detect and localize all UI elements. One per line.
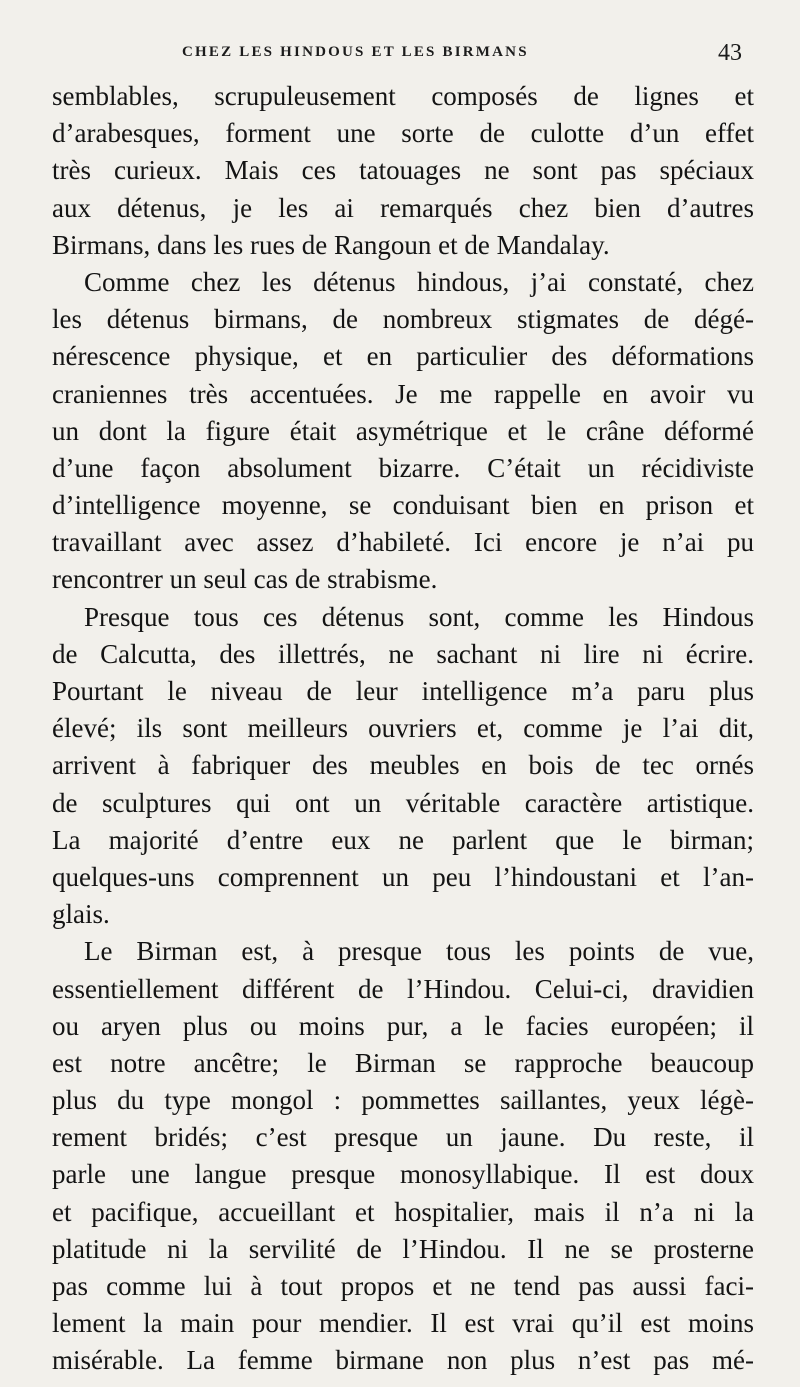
text-line: La majorité d’entre eux ne parlent que le birman; — [52, 824, 754, 855]
text-line: est notre ancêtre; le Birman se rapproche beaucoup — [52, 1047, 754, 1078]
text-line: de sculptures qui ont un véritable caractère artistique. — [52, 787, 754, 818]
text-line: pas comme lui à tout propos et ne tend pas aussi faci- — [52, 1271, 754, 1301]
text-line: aux détenus, je les ai remarqués chez bien d’autres — [52, 192, 754, 223]
text-line-paragraph-start: Comme chez les détenus hindous, j’ai constaté, chez — [84, 266, 754, 297]
text-line: essentiellement différent de l’Hindou. Celui-ci, dravidien — [52, 973, 754, 1004]
text-line: parle une langue presque monosyllabique. Il est doux — [52, 1159, 754, 1190]
text-line: quelques-uns comprennent un peu l’hindoustani et l’an- — [52, 861, 754, 892]
text-line: et pacifique, accueillant et hospitalier, mais il n’a ni la — [52, 1196, 754, 1227]
text-line: platitude ni la servilité de l’Hindou. Il ne se prosterne — [52, 1233, 754, 1264]
text-line: élevé; ils sont meilleurs ouvriers et, comme je l’ai dit, — [52, 713, 754, 744]
text-line: glais. — [52, 899, 110, 930]
text-line: arrivent à fabriquer des meubles en bois de tec ornés — [52, 750, 754, 781]
text-line: d’intelligence moyenne, se conduisant bien en prison et — [52, 490, 754, 521]
running-head — [0, 40, 800, 70]
text-line: un dont la figure était asymétrique et le crâne déformé — [52, 415, 754, 446]
text-line: de Calcutta, des illettrés, ne sachant ni lire ni écrire. — [52, 638, 754, 669]
text-line: nérescence physique, et en particulier des déformations — [52, 341, 754, 372]
text-line-paragraph-start: Presque tous ces détenus sont, comme les Hindous — [84, 601, 754, 632]
text-line: les détenus birmans, de nombreux stigmates de dégé- — [52, 304, 754, 335]
text-line: rement bridés; c’est presque un jaune. Du reste, il — [52, 1122, 754, 1153]
text-line: misérable. La femme birmane non plus n’est pas mé- — [52, 1345, 754, 1376]
body-text — [52, 78, 754, 1380]
text-line: travaillant avec assez d’habileté. Ici encore je n’ai pu — [52, 527, 754, 558]
text-line: craniennes très accentuées. Je me rappelle en avoir vu — [52, 378, 754, 409]
text-line: très curieux. Mais ces tatouages ne sont pas spéciaux — [52, 155, 754, 186]
text-line-paragraph-start: Le Birman est, à presque tous les points de vue, — [84, 936, 754, 967]
text-line: rencontrer un seul cas de strabisme. — [52, 564, 438, 595]
text-line: plus du type mongol : pommettes saillantes, yeux légè- — [52, 1085, 754, 1116]
page-number: 43 — [718, 40, 742, 66]
text-line: semblables, scrupuleusement composés de lignes et — [52, 81, 754, 111]
text-line: Pourtant le niveau de leur intelligence m’a paru plus — [52, 676, 754, 706]
text-line: ou aryen plus ou moins pur, a le facies européen; il — [52, 1010, 754, 1041]
text-line: d’arabesques, forment une sorte de culotte d’un effet — [52, 118, 754, 149]
running-head-title: CHEZ LES HINDOUS ET LES BIRMANS — [182, 44, 529, 60]
text-line: lement la main pour mendier. Il est vrai qu’il est moins — [52, 1308, 754, 1339]
text-line: Birmans, dans les rues de Rangoun et de Mandalay. — [52, 229, 610, 260]
text-line: d’une façon absolument bizarre. C’était un récidiviste — [52, 452, 754, 483]
